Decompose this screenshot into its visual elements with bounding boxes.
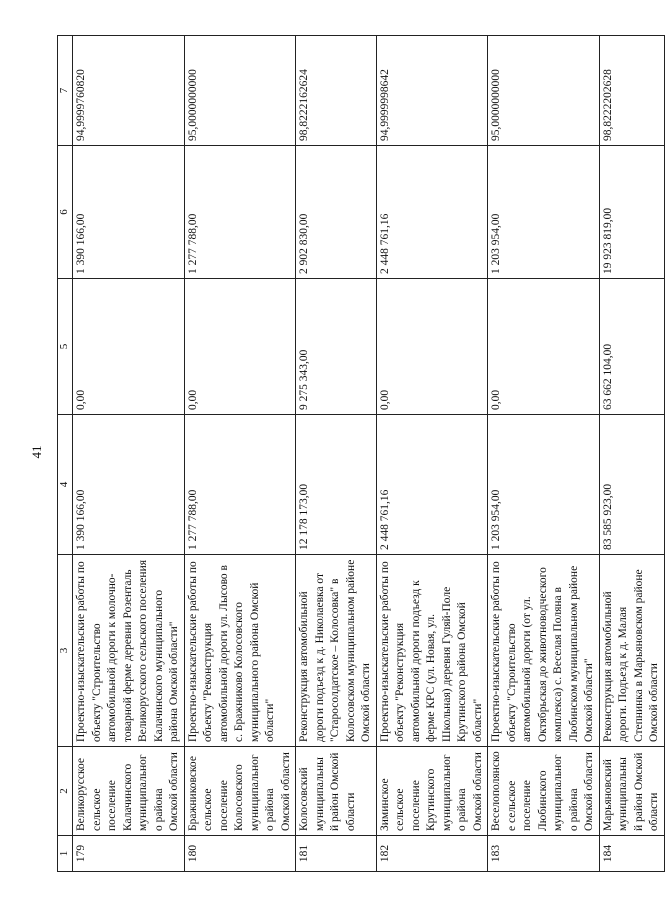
table-row — [488, 36, 600, 872]
header-cell: 2 — [58, 747, 73, 836]
total-cell: 1 277 788,00 — [184, 415, 296, 555]
object-cell: Проектно-изыскательские работы по объекту "Реконструкция автомобильной дороги подъезд к ферме КРС (ул. Новая, ул. Школьная) деревня Гуляй-Поле Крутинского района Омской области" — [376, 555, 488, 747]
col7-cell: 98,8222162624 — [296, 36, 377, 146]
col5-cell: 63 662 104,00 — [599, 279, 664, 415]
recipient-cell: Бражниковское сельское поселение Колосовского муниципального района Омской области — [184, 747, 296, 836]
row-number: 180 — [184, 836, 296, 872]
header-cell: 5 — [58, 279, 73, 415]
header-cell: 6 — [58, 146, 73, 279]
total-cell: 2 448 761,16 — [376, 415, 488, 555]
col5-cell: 0,00 — [376, 279, 488, 415]
total-cell: 1 390 166,00 — [73, 415, 185, 555]
row-number: 181 — [296, 836, 377, 872]
col5-cell: 9 275 343,00 — [296, 279, 377, 415]
recipient-cell: Зиминское сельское поселение Крутинского муниципального района Омской области — [376, 747, 488, 836]
recipient-cell: Великорусское сельское поселение Калачинского муниципального района Омской области — [73, 747, 185, 836]
total-cell: 12 178 173,00 — [296, 415, 377, 555]
header-cell: 7 — [58, 36, 73, 146]
col7-cell: 95,0000000000 — [184, 36, 296, 146]
recipient-cell: Колосовский муниципальный район Омской области — [296, 747, 377, 836]
object-cell: Проектно-изыскательские работы по объекту "Реконструкция автомобильной дороги ул. Лысово в с. Бражниково Колосовского муниципального района Омской области" — [184, 555, 296, 747]
table-row — [184, 36, 296, 872]
col7-cell: 98,8222202628 — [599, 36, 664, 146]
col7-cell: 95,0000000000 — [488, 36, 600, 146]
header-cell: 3 — [58, 555, 73, 747]
header-row — [58, 36, 73, 872]
table-row — [599, 36, 664, 872]
col6-cell: 1 390 166,00 — [73, 146, 185, 279]
col6-cell: 19 923 819,00 — [599, 146, 664, 279]
row-number: 184 — [599, 836, 664, 872]
col6-cell: 2 902 830,00 — [296, 146, 377, 279]
col6-cell: 1 203 954,00 — [488, 146, 600, 279]
rotated-page — [57, 36, 660, 872]
row-number: 179 — [73, 836, 185, 872]
col6-cell: 2 448 761,16 — [376, 146, 488, 279]
object-cell: Проектно-изыскательские работы по объекту "Строительство автомобильной дороги к молочно-товарной ферме деревни Розенталь Великорусского сельского поселения Калачинского муниципального района Омской области" — [73, 555, 185, 747]
object-cell: Проектно-изыскательские работы по объекту "Строительство автомобильной дороги (от ул. Октябрьская до животноводческого комплекса) с. Веселая Поляна в Любинском муниципальном районе Омской области" — [488, 555, 600, 747]
total-cell: 83 585 923,00 — [599, 415, 664, 555]
header-cell: 4 — [58, 415, 73, 555]
subsidy-table — [57, 35, 665, 872]
table-row — [73, 36, 185, 872]
col5-cell: 0,00 — [73, 279, 185, 415]
recipient-cell: Веселополянское сельское поселение Любинского муниципального района Омской области — [488, 747, 600, 836]
col7-cell: 94,9999998642 — [376, 36, 488, 146]
object-cell: Реконструкция автомобильной дороги подъезд к д. Николаевка от "Старосолдатское – Колосовка" в Колосовском муниципальном районе Омской области — [296, 555, 377, 747]
row-number: 182 — [376, 836, 488, 872]
col6-cell: 1 277 788,00 — [184, 146, 296, 279]
object-cell: Реконструкция автомобильной дороги. Подъезд к д. Малая Степнинка в Марьяновском районе Омской области — [599, 555, 664, 747]
table-row — [376, 36, 488, 872]
col5-cell: 0,00 — [184, 279, 296, 415]
recipient-cell: Марьяновский муниципальный район Омской области — [599, 747, 664, 836]
table-row — [296, 36, 377, 872]
col7-cell: 94,9999760820 — [73, 36, 185, 146]
row-number: 183 — [488, 836, 600, 872]
header-cell: 1 — [58, 836, 73, 872]
col5-cell: 0,00 — [488, 279, 600, 415]
page-number: 41 — [29, 445, 44, 459]
total-cell: 1 203 954,00 — [488, 415, 600, 555]
